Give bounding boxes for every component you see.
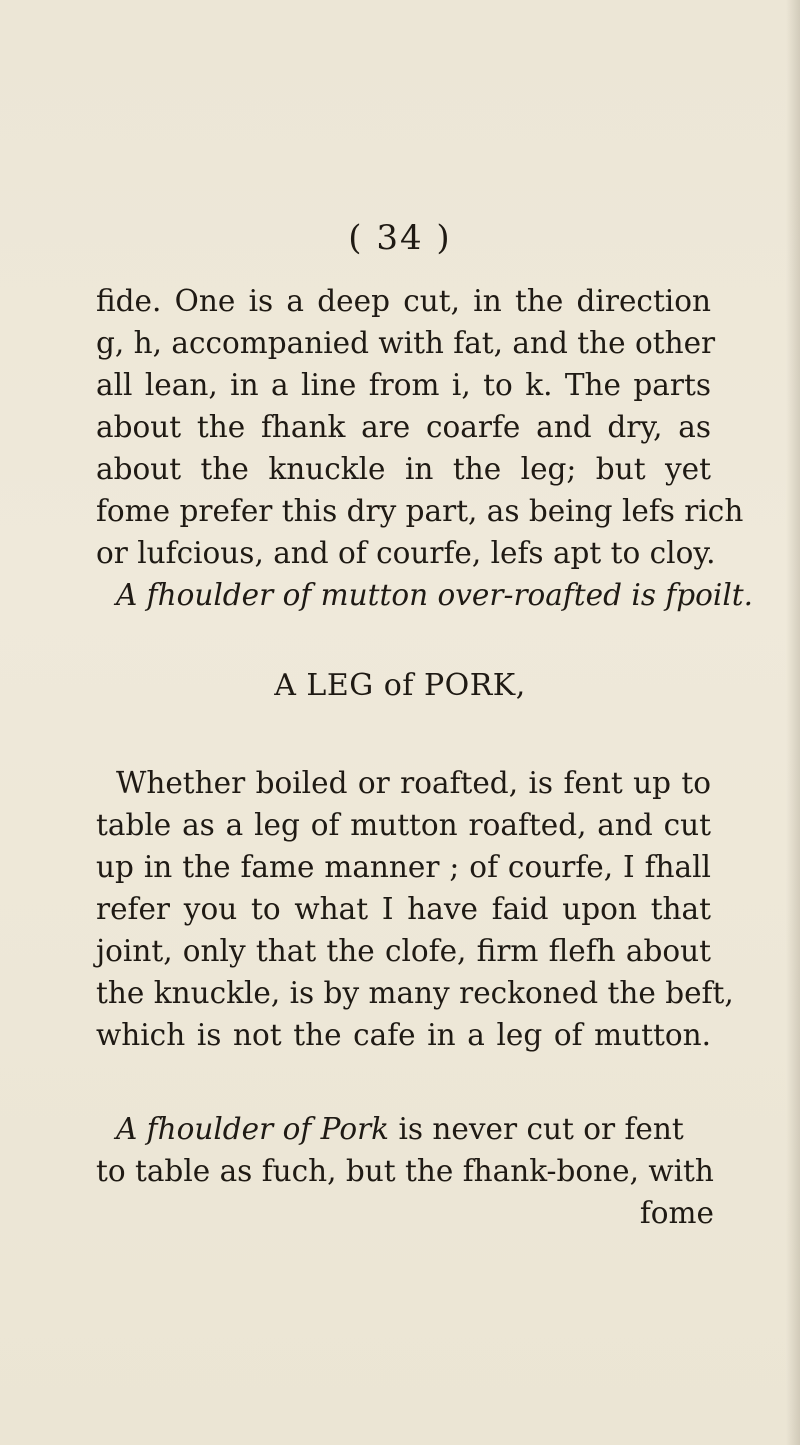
text-line: the knuckle, is by many reckoned the beft, [96, 976, 734, 1010]
text-line: refer you to what I have faid upon that [96, 892, 711, 926]
text-line: up in the fame manner ; of courfe, I fhall [96, 850, 711, 884]
text-line: to table as fuch, but the fhank-bone, with [96, 1154, 714, 1188]
text-line: fome prefer this dry part, as being lefs rich [96, 494, 744, 528]
text-line [116, 1108, 711, 1150]
text-line: about the fhank are coarfe and dry, as [96, 410, 711, 444]
section-heading: A LEG of PORK, [274, 668, 526, 703]
page-edge-shadow [786, 0, 800, 1445]
text-line: which is not the cafe in a leg of mutton. [96, 1018, 711, 1052]
text-line: fide. One is a deep cut, in the direction [96, 284, 711, 318]
text-line: Whether boiled or roafted, is fent up to [116, 766, 711, 800]
page-number: ( 34 ) [348, 218, 452, 258]
italic-phrase: A fhoulder of Pork [116, 1112, 390, 1146]
text-line: about the knuckle in the leg; but yet [96, 452, 711, 486]
text-line: joint, only that the clofe, firm flefh about [96, 934, 711, 968]
text-line: or lufcious, and of courfe, lefs apt to cloy. [96, 536, 716, 570]
text-run: is never cut or fent [389, 1112, 684, 1146]
text-line: all lean, in a line from i, to k. The parts [96, 368, 711, 402]
text-line: table as a leg of mutton roafted, and cut [96, 808, 711, 842]
text-line: g, h, accompanied with fat, and the other [96, 326, 716, 360]
italic-note: A fhoulder of mutton over-roafted is fpoilt. [116, 578, 754, 612]
catchword: fome [639, 1196, 714, 1230]
